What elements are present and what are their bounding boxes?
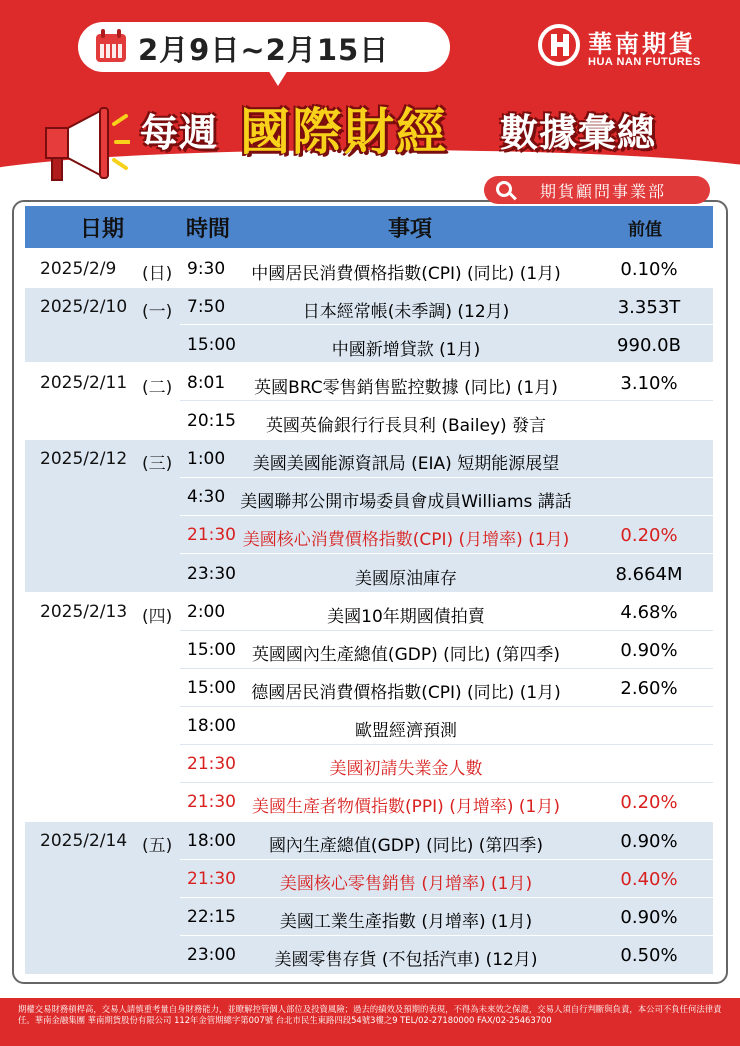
row-time: 21:30 [187, 869, 236, 889]
row-divider [180, 897, 713, 898]
row-time: 4:30 [187, 487, 226, 507]
row-event: 美國工業生產指數 (月增率) (1月) [279, 912, 533, 932]
title-part-1: 每週 [140, 111, 219, 155]
row-event: 英國英倫銀行行長貝利 (Bailey) 發言 [265, 416, 547, 436]
row-time: 1:00 [187, 449, 226, 469]
main-title [140, 92, 700, 172]
column-header-time: 時間 [186, 217, 231, 242]
row-event: 日本經常帳(未季調) (12月) [302, 302, 510, 322]
department-badge [484, 176, 710, 204]
row-time: 15:00 [187, 678, 236, 698]
row-event: 英國國內生產總值(GDP) (同比) (第四季) [251, 645, 561, 665]
row-time: 15:00 [187, 335, 236, 355]
table-row [0, 449, 740, 473]
row-time: 15:00 [187, 640, 236, 660]
search-icon [496, 181, 512, 197]
row-prev: 4.68% [620, 602, 678, 623]
row-prev: 0.90% [620, 907, 678, 928]
row-prev: 0.10% [620, 259, 678, 280]
table-row [0, 335, 740, 359]
row-event: 中國居民消費價格指數(CPI) (同比) (1月) [251, 264, 561, 284]
row-time: 23:30 [187, 564, 236, 584]
row-prev: 0.50% [620, 945, 678, 966]
title-part-3: 數據彙總 [500, 111, 657, 155]
column-header-prev: 前值 [628, 220, 662, 240]
day-date: 2025/2/14 [40, 831, 128, 851]
day-weekday: (一) [142, 302, 173, 322]
day-weekday: (三) [142, 454, 173, 474]
row-time: 21:30 [187, 525, 236, 545]
title-part-2: 國際財經 [240, 103, 448, 161]
day-date: 2025/2/11 [40, 373, 128, 393]
day-weekday: (五) [142, 836, 173, 856]
table-row [0, 678, 740, 702]
row-event: 美國10年期國債拍賣 [327, 607, 485, 627]
row-divider [180, 400, 713, 401]
day-weekday: (四) [142, 607, 173, 627]
row-prev: 0.90% [620, 640, 678, 661]
column-header-date: 日期 [80, 217, 125, 242]
table-row [0, 297, 740, 321]
row-prev: 3.353T [617, 297, 681, 318]
row-prev: 8.664M [615, 564, 683, 585]
row-time: 20:15 [187, 411, 236, 431]
row-divider [180, 477, 713, 478]
row-divider [180, 935, 713, 936]
logo-english: HUA NAN FUTURES [588, 56, 701, 68]
row-event: 歐盟經濟預測 [355, 721, 457, 741]
day-date: 2025/2/12 [40, 449, 128, 469]
date-range: 2月9日~2月15日 [138, 33, 390, 67]
table-header [25, 206, 713, 248]
row-time: 21:30 [187, 754, 236, 774]
row-prev: 0.40% [620, 869, 678, 890]
company-logo [538, 24, 718, 74]
row-divider [180, 859, 713, 860]
row-prev: 3.10% [620, 373, 678, 394]
table-row [0, 869, 740, 893]
calendar-icon [96, 34, 126, 62]
day-date: 2025/2/13 [40, 602, 128, 622]
row-time: 9:30 [187, 259, 226, 279]
row-time: 8:01 [187, 373, 226, 393]
row-time: 2:00 [187, 602, 226, 622]
table-row [0, 259, 740, 283]
row-divider [180, 553, 713, 554]
row-event: 美國生產者物價指數(PPI) (月增率) (1月) [252, 797, 560, 817]
table-row [0, 602, 740, 626]
megaphone-icon [40, 104, 130, 184]
row-divider [180, 706, 713, 707]
table-row [0, 411, 740, 435]
row-prev: 2.60% [620, 678, 678, 699]
row-event: 德國居民消費價格指數(CPI) (同比) (1月) [251, 683, 561, 703]
table-row [0, 373, 740, 397]
row-divider [180, 744, 713, 745]
row-event: 美國核心零售銷售 (月增率) (1月) [279, 874, 533, 894]
row-prev: 0.20% [620, 525, 678, 546]
row-time: 18:00 [187, 831, 236, 851]
table-row [0, 525, 740, 549]
day-date: 2025/2/9 [40, 259, 117, 279]
day-weekday: (日) [142, 264, 173, 284]
table-row [0, 487, 740, 511]
row-event: 中國新增貸款 (1月) [331, 340, 481, 360]
row-divider [180, 515, 713, 516]
row-time: 18:00 [187, 716, 236, 736]
table-row [0, 792, 740, 816]
table-row [0, 945, 740, 969]
day-weekday: (二) [142, 378, 173, 398]
column-header-event: 事項 [388, 217, 433, 242]
row-divider [180, 668, 713, 669]
department-label: 期貨顧問事業部 [540, 182, 667, 201]
table-row [0, 640, 740, 664]
row-prev: 990.0B [617, 335, 681, 356]
row-event: 美國原油庫存 [355, 569, 457, 589]
row-prev: 0.20% [620, 792, 678, 813]
row-event: 美國美國能源資訊局 (EIA) 短期能源展望 [252, 454, 560, 474]
table-row [0, 564, 740, 588]
table-row [0, 754, 740, 778]
row-divider [180, 782, 713, 783]
row-time: 7:50 [187, 297, 226, 317]
row-event: 美國初請失業金人數 [329, 759, 483, 779]
logo-chinese: 華南期貨 [588, 29, 696, 58]
row-event: 英國BRC零售銷售監控數據 (同比) (1月) [254, 378, 558, 398]
row-prev: 0.90% [620, 831, 678, 852]
row-event: 美國零售存貨 (不包括汽車) (12月) [274, 950, 538, 970]
table-row [0, 831, 740, 855]
row-time: 21:30 [187, 792, 236, 812]
day-date: 2025/2/10 [40, 297, 128, 317]
row-time: 22:15 [187, 907, 236, 927]
row-event: 美國聯邦公開市場委員會成員Williams 講話 [240, 492, 572, 512]
row-event: 國內生產總值(GDP) (同比) (第四季) [268, 836, 544, 856]
disclaimer-footer [0, 998, 740, 1046]
row-divider [180, 324, 713, 325]
row-event: 美國核心消費價格指數(CPI) (月增率) (1月) [242, 530, 570, 550]
row-time: 23:00 [187, 945, 236, 965]
disclaimer-text: 期權交易財務槓桿高，交易人請慎重考量自身財務能力，並瞭解控管個人部位及投資風險；過去的績效及預期的表現，不得為未來效之保證，交易人須自行判斷與負責，本公司不負任何法律責任。華南金融集團 華南期貨股份有限公司 112年金管期總字第007號 台北市民生東路四段54號3樓之9 TEL/02-27180000 FAX/02-25463700 [18, 1004, 722, 1025]
table-row [0, 716, 740, 740]
row-divider [180, 630, 713, 631]
logo-mark-icon [538, 24, 580, 66]
table-row [0, 907, 740, 931]
